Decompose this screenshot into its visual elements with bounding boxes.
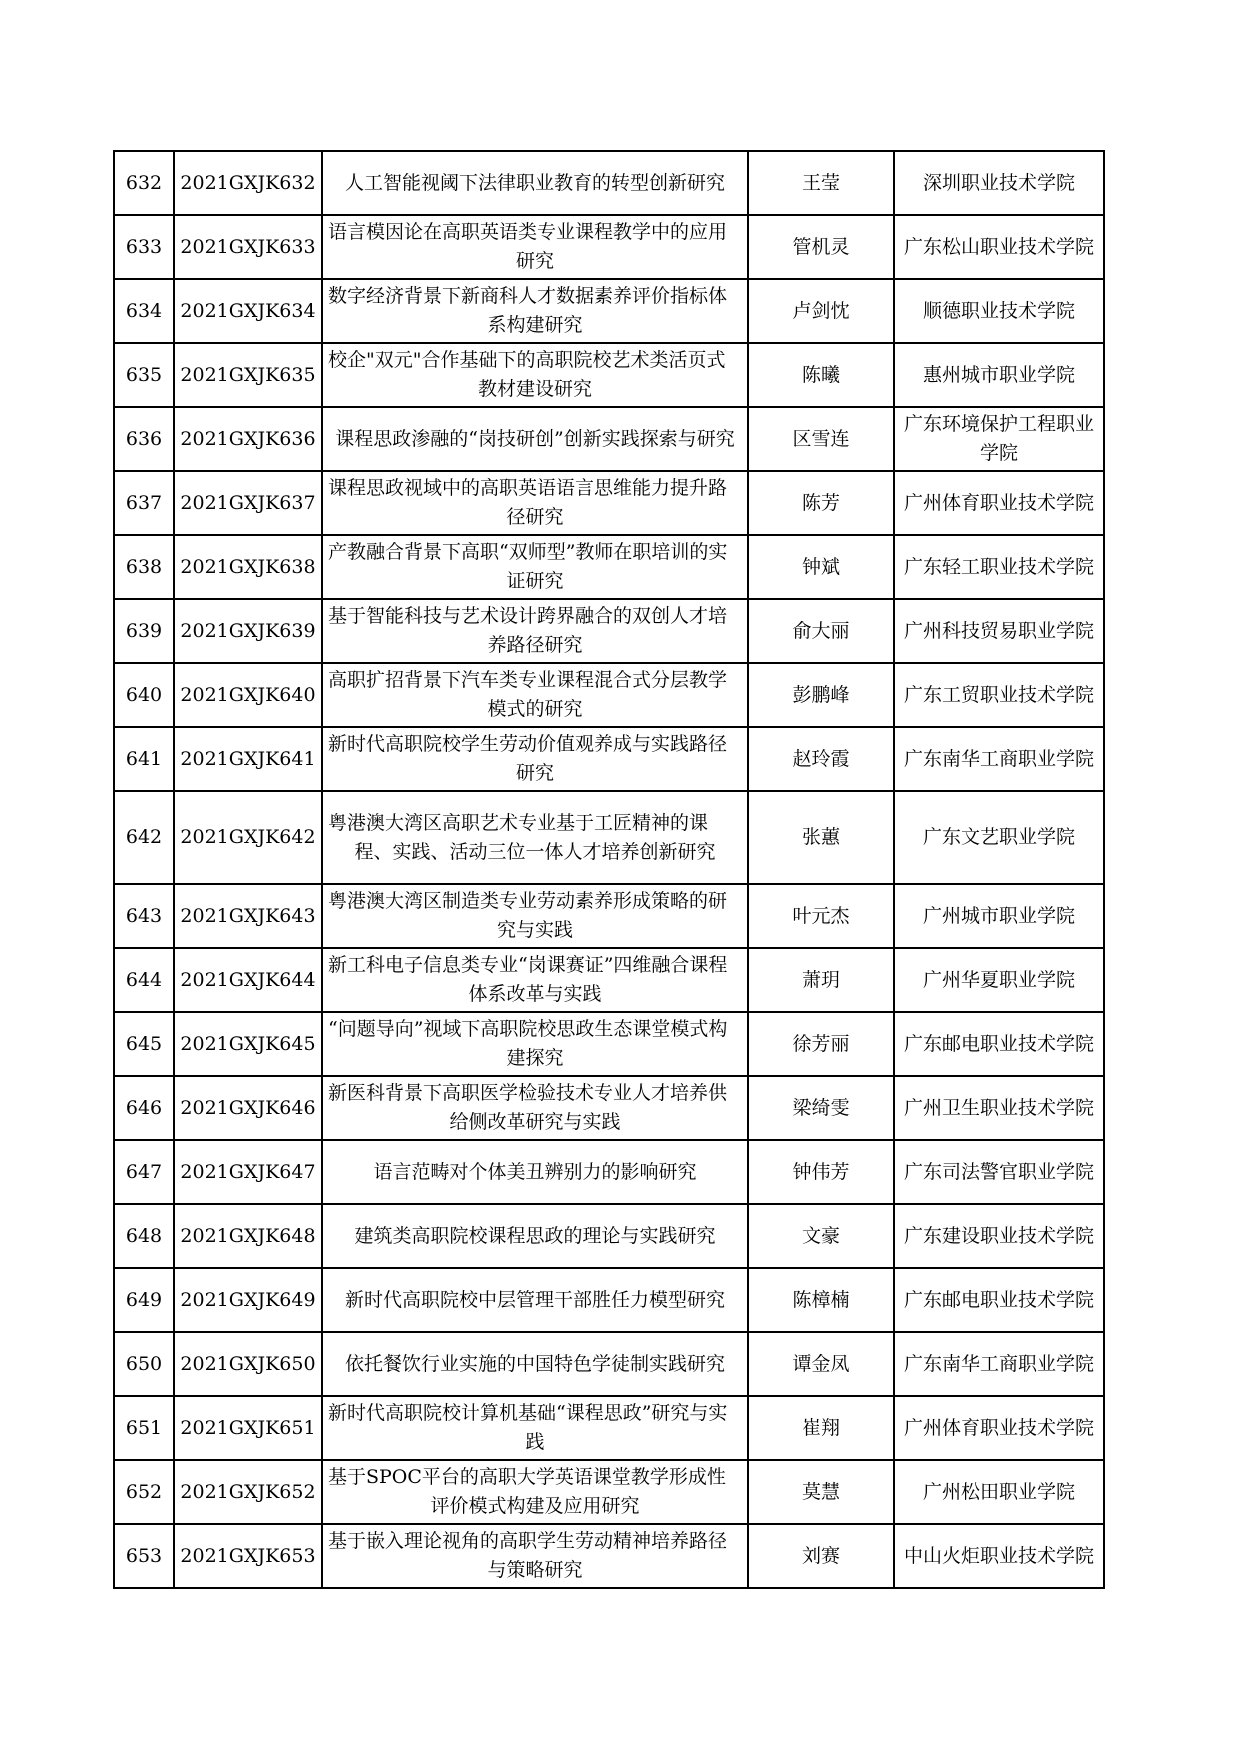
- project-title: [322, 1268, 748, 1332]
- row-number-text: 652: [125, 1480, 163, 1503]
- school-name: [894, 599, 1104, 663]
- applicant-name-text: 谭金凤: [792, 1352, 850, 1375]
- school-name: [894, 1204, 1104, 1268]
- project-title-text: 新医科背景下高职医学检验技术专业人才培养供给侧改革研究与实践: [328, 1082, 728, 1133]
- project-title-text: 新时代高职院校学生劳动价值观养成与实践路径研究: [328, 733, 728, 784]
- applicant-name: [748, 884, 894, 948]
- project-code: [174, 1460, 322, 1524]
- school-name-text: 广州华夏职业学院: [922, 968, 1075, 991]
- row-number-text: 649: [125, 1288, 163, 1311]
- row-number: [114, 1076, 174, 1140]
- project-title-text: 新时代高职院校中层管理干部胜任力模型研究: [344, 1288, 725, 1311]
- table-row: [114, 1332, 1104, 1396]
- table-row: [114, 948, 1104, 1012]
- project-code-text: 2021GXJK648: [180, 1224, 316, 1247]
- school-name: [894, 791, 1104, 884]
- applicant-name-text: 彭鹏峰: [792, 683, 850, 706]
- school-name: [894, 1396, 1104, 1460]
- row-number: [114, 151, 174, 215]
- row-number: [114, 663, 174, 727]
- row-number: [114, 407, 174, 471]
- applicant-name: [748, 791, 894, 884]
- project-code-text: 2021GXJK649: [180, 1288, 316, 1311]
- applicant-name-text: 文豪: [801, 1224, 840, 1247]
- project-title: [322, 1012, 748, 1076]
- project-title-text: 课程思政渗融的“岗技研创”创新实践探索与研究: [335, 427, 735, 450]
- row-number-text: 642: [125, 826, 163, 848]
- project-title: [322, 535, 748, 599]
- applicant-name-text: 叶元杰: [792, 904, 850, 927]
- project-title-text: 新时代高职院校计算机基础“课程思政”研究与实践: [328, 1402, 728, 1453]
- row-number-text: 644: [125, 968, 163, 991]
- project-title-text: 基于嵌入理论视角的高职学生劳动精神培养路径与策略研究: [328, 1530, 728, 1581]
- project-title-text: 基于SPOC平台的高职大学英语课堂教学形成性评价模式构建及应用研究: [328, 1466, 726, 1517]
- school-name: [894, 663, 1104, 727]
- school-name-text: 广东邮电职业技术学院: [903, 1288, 1094, 1311]
- table-row: [114, 279, 1104, 343]
- applicant-name-text: 梁绮雯: [792, 1096, 850, 1119]
- project-title: [322, 791, 748, 884]
- project-code: [174, 948, 322, 1012]
- school-name: [894, 343, 1104, 407]
- row-number-text: 633: [125, 235, 163, 258]
- project-code: [174, 1140, 322, 1204]
- school-name: [894, 151, 1104, 215]
- applicant-name: [748, 1204, 894, 1268]
- school-name: [894, 884, 1104, 948]
- row-number-text: 639: [125, 619, 163, 642]
- project-code-text: 2021GXJK640: [180, 683, 316, 706]
- school-name-text: 广州体育职业技术学院: [903, 1416, 1094, 1439]
- row-number-text: 632: [125, 171, 163, 194]
- school-name-text: 广东建设职业技术学院: [903, 1224, 1094, 1247]
- applicant-name: [748, 1076, 894, 1140]
- school-name-text: 广东文艺职业学院: [922, 826, 1075, 848]
- row-number-text: 640: [125, 683, 163, 706]
- applicant-name: [748, 1140, 894, 1204]
- applicant-name: [748, 151, 894, 215]
- table-row: [114, 1460, 1104, 1524]
- row-number: [114, 279, 174, 343]
- applicant-name-text: 陈曦: [801, 363, 840, 386]
- applicant-name: [748, 343, 894, 407]
- project-code-text: 2021GXJK634: [180, 299, 316, 322]
- project-code-text: 2021GXJK633: [180, 235, 316, 258]
- project-title: [322, 948, 748, 1012]
- school-name: [894, 948, 1104, 1012]
- applicant-name-text: 赵玲霞: [792, 747, 850, 770]
- applicant-name: [748, 471, 894, 535]
- project-title-text: 粤港澳大湾区制造类专业劳动素养形成策略的研究与实践: [328, 890, 728, 941]
- project-title: [322, 407, 748, 471]
- applicant-name-text: 徐芳丽: [792, 1032, 850, 1055]
- project-code: [174, 1524, 322, 1588]
- project-code-text: 2021GXJK642: [180, 826, 316, 848]
- school-name-text: 广州卫生职业技术学院: [903, 1096, 1094, 1119]
- project-title: [322, 1140, 748, 1204]
- row-number-text: 641: [125, 747, 163, 770]
- school-name: [894, 1268, 1104, 1332]
- table-row: [114, 599, 1104, 663]
- project-title-text: “问题导向”视域下高职院校思政生态课堂模式构建探究: [328, 1018, 728, 1069]
- applicant-name: [748, 1460, 894, 1524]
- project-title: [322, 1524, 748, 1588]
- row-number: [114, 1460, 174, 1524]
- table-row: [114, 471, 1104, 535]
- school-name-text: 惠州城市职业学院: [922, 363, 1075, 386]
- school-name-text: 广东松山职业技术学院: [903, 235, 1094, 258]
- table-row: [114, 535, 1104, 599]
- applicant-name: [748, 215, 894, 279]
- project-code: [174, 1332, 322, 1396]
- project-code-text: 2021GXJK641: [180, 747, 316, 770]
- school-name: [894, 535, 1104, 599]
- applicant-name: [748, 1524, 894, 1588]
- project-code-text: 2021GXJK647: [180, 1160, 316, 1183]
- project-title-text: 人工智能视阈下法律职业教育的转型创新研究: [344, 171, 725, 194]
- school-name: [894, 1076, 1104, 1140]
- school-name: [894, 407, 1104, 471]
- project-title: [322, 599, 748, 663]
- school-name-text: 中山火炬职业技术学院: [903, 1544, 1094, 1567]
- project-code-text: 2021GXJK636: [180, 427, 316, 450]
- school-name: [894, 1012, 1104, 1076]
- project-code-text: 2021GXJK650: [180, 1352, 316, 1375]
- project-list-body: [114, 151, 1104, 1588]
- project-code: [174, 1268, 322, 1332]
- applicant-name: [748, 1268, 894, 1332]
- project-title: [322, 471, 748, 535]
- project-code: [174, 663, 322, 727]
- applicant-name-text: 陈樟楠: [792, 1288, 850, 1311]
- school-name-text: 广东环境保护工程职业学院: [903, 413, 1094, 464]
- project-title-text: 语言范畴对个体美丑辨别力的影响研究: [373, 1160, 697, 1183]
- applicant-name: [748, 1012, 894, 1076]
- applicant-name: [748, 599, 894, 663]
- table-row: [114, 791, 1104, 884]
- table-row: [114, 1076, 1104, 1140]
- project-code-text: 2021GXJK635: [180, 363, 316, 386]
- project-title: [322, 343, 748, 407]
- project-code: [174, 471, 322, 535]
- row-number-text: 636: [125, 427, 163, 450]
- row-number-text: 646: [125, 1096, 163, 1119]
- project-code-text: 2021GXJK632: [180, 171, 316, 194]
- project-title: [322, 215, 748, 279]
- school-name-text: 顺德职业技术学院: [922, 299, 1075, 322]
- row-number: [114, 1268, 174, 1332]
- applicant-name-text: 莫慧: [801, 1480, 840, 1503]
- school-name: [894, 215, 1104, 279]
- project-code-text: 2021GXJK637: [180, 491, 316, 514]
- row-number-text: 637: [125, 491, 163, 514]
- school-name-text: 广东工贸职业技术学院: [903, 683, 1094, 706]
- project-code: [174, 1012, 322, 1076]
- applicant-name: [748, 279, 894, 343]
- row-number: [114, 343, 174, 407]
- table-row: [114, 1140, 1104, 1204]
- applicant-name-text: 俞大丽: [792, 619, 850, 642]
- school-name: [894, 727, 1104, 791]
- school-name-text: 广州体育职业技术学院: [903, 491, 1094, 514]
- table-row: [114, 663, 1104, 727]
- table-row: [114, 727, 1104, 791]
- project-title: [322, 1076, 748, 1140]
- project-code: [174, 151, 322, 215]
- school-name-text: 广东邮电职业技术学院: [903, 1032, 1094, 1055]
- applicant-name: [748, 1396, 894, 1460]
- school-name: [894, 1140, 1104, 1204]
- table-row: [114, 151, 1104, 215]
- row-number-text: 634: [125, 299, 163, 322]
- project-code: [174, 727, 322, 791]
- applicant-name: [748, 1332, 894, 1396]
- applicant-name-text: 钟伟芳: [792, 1160, 850, 1183]
- project-code: [174, 599, 322, 663]
- row-number-text: 635: [125, 363, 163, 386]
- project-code-text: 2021GXJK639: [180, 619, 316, 642]
- row-number-text: 651: [125, 1416, 163, 1439]
- school-name-text: 广州城市职业学院: [922, 904, 1075, 927]
- table-row: [114, 884, 1104, 948]
- school-name: [894, 1332, 1104, 1396]
- row-number: [114, 1332, 174, 1396]
- row-number: [114, 791, 174, 884]
- row-number: [114, 1204, 174, 1268]
- row-number: [114, 1012, 174, 1076]
- school-name: [894, 1460, 1104, 1524]
- project-title: [322, 1332, 748, 1396]
- school-name-text: 广东轻工职业技术学院: [903, 555, 1094, 578]
- project-code: [174, 791, 322, 884]
- school-name-text: 广东南华工商职业学院: [903, 747, 1094, 770]
- project-title: [322, 1460, 748, 1524]
- project-code: [174, 1076, 322, 1140]
- applicant-name: [748, 948, 894, 1012]
- school-name: [894, 471, 1104, 535]
- project-title: [322, 1204, 748, 1268]
- school-name-text: 广州松田职业学院: [922, 1480, 1075, 1503]
- row-number: [114, 948, 174, 1012]
- project-title-text: 依托餐饮行业实施的中国特色学徒制实践研究: [344, 1352, 725, 1375]
- row-number-text: 638: [125, 555, 163, 578]
- table-row: [114, 1268, 1104, 1332]
- applicant-name-text: 崔翔: [801, 1416, 840, 1439]
- project-title-text: 建筑类高职院校课程思政的理论与实践研究: [354, 1224, 716, 1247]
- applicant-name-text: 卢剑忱: [792, 299, 850, 322]
- project-code-text: 2021GXJK643: [180, 904, 316, 927]
- project-code: [174, 1396, 322, 1460]
- table-row: [114, 215, 1104, 279]
- row-number: [114, 1396, 174, 1460]
- project-title-text: 产教融合背景下高职“双师型”教师在职培训的实证研究: [328, 541, 728, 592]
- project-code-text: 2021GXJK651: [180, 1416, 316, 1439]
- applicant-name: [748, 407, 894, 471]
- project-code: [174, 279, 322, 343]
- row-number-text: 647: [125, 1160, 163, 1183]
- school-name-text: 广东司法警官职业学院: [903, 1160, 1094, 1183]
- school-name: [894, 279, 1104, 343]
- project-title-text: 校企"双元"合作基础下的高职院校艺术类活页式教材建设研究: [328, 349, 726, 400]
- row-number: [114, 1524, 174, 1588]
- table-row: [114, 1012, 1104, 1076]
- project-title-text: 高职扩招背景下汽车类专业课程混合式分层教学模式的研究: [328, 669, 728, 720]
- project-title: [322, 884, 748, 948]
- project-title: [322, 663, 748, 727]
- row-number: [114, 215, 174, 279]
- project-code: [174, 884, 322, 948]
- row-number-text: 645: [125, 1032, 163, 1055]
- applicant-name-text: 陈芳: [801, 491, 840, 514]
- row-number: [114, 1140, 174, 1204]
- project-code: [174, 1204, 322, 1268]
- project-title: [322, 727, 748, 791]
- school-name: [894, 1524, 1104, 1588]
- table-row: [114, 343, 1104, 407]
- project-title-text: 数字经济背景下新商科人才数据素养评价指标体系构建研究: [328, 285, 728, 336]
- applicant-name: [748, 663, 894, 727]
- row-number: [114, 599, 174, 663]
- project-title: [322, 151, 748, 215]
- applicant-name-text: 张蕙: [801, 826, 840, 848]
- row-number-text: 653: [125, 1544, 163, 1567]
- school-name-text: 深圳职业技术学院: [922, 171, 1075, 194]
- applicant-name-text: 管机灵: [792, 235, 850, 258]
- school-name-text: 广东南华工商职业学院: [903, 1352, 1094, 1375]
- project-code-text: 2021GXJK646: [180, 1096, 316, 1119]
- project-code-text: 2021GXJK652: [180, 1480, 316, 1503]
- applicant-name-text: 刘赛: [801, 1544, 840, 1567]
- project-title-text: 语言模因论在高职英语类专业课程教学中的应用研究: [328, 221, 728, 272]
- table-row: [114, 1396, 1104, 1460]
- applicant-name-text: 萧玥: [801, 968, 840, 991]
- project-title: [322, 1396, 748, 1460]
- project-code-text: 2021GXJK645: [180, 1032, 316, 1055]
- project-code: [174, 215, 322, 279]
- project-code-text: 2021GXJK644: [180, 968, 316, 991]
- project-title: [322, 279, 748, 343]
- row-number: [114, 535, 174, 599]
- applicant-name: [748, 727, 894, 791]
- project-code: [174, 535, 322, 599]
- applicant-name-text: 区雪连: [792, 427, 850, 450]
- project-list-table: [113, 150, 1105, 1589]
- row-number-text: 648: [125, 1224, 163, 1247]
- row-number-text: 643: [125, 904, 163, 927]
- project-title-text: 粤港澳大湾区高职艺术专业基于工匠精神的课程、实践、活动三位一体人才培养创新研究: [328, 811, 716, 863]
- project-code-text: 2021GXJK653: [180, 1544, 316, 1567]
- row-number: [114, 471, 174, 535]
- project-title-text: 基于智能科技与艺术设计跨界融合的双创人才培养路径研究: [328, 605, 728, 656]
- row-number: [114, 727, 174, 791]
- row-number-text: 650: [125, 1352, 163, 1375]
- project-title-text: 课程思政视域中的高职英语语言思维能力提升路径研究: [328, 477, 728, 528]
- table-row: [114, 407, 1104, 471]
- project-title-text: 新工科电子信息类专业“岗课赛证”四维融合课程体系改革与实践: [328, 954, 728, 1005]
- project-code-text: 2021GXJK638: [180, 555, 316, 578]
- table-row: [114, 1204, 1104, 1268]
- applicant-name-text: 王莹: [801, 171, 840, 194]
- project-code: [174, 407, 322, 471]
- project-code: [174, 343, 322, 407]
- row-number: [114, 884, 174, 948]
- applicant-name: [748, 535, 894, 599]
- table-row: [114, 1524, 1104, 1588]
- applicant-name-text: 钟斌: [801, 555, 840, 578]
- school-name-text: 广州科技贸易职业学院: [903, 619, 1094, 642]
